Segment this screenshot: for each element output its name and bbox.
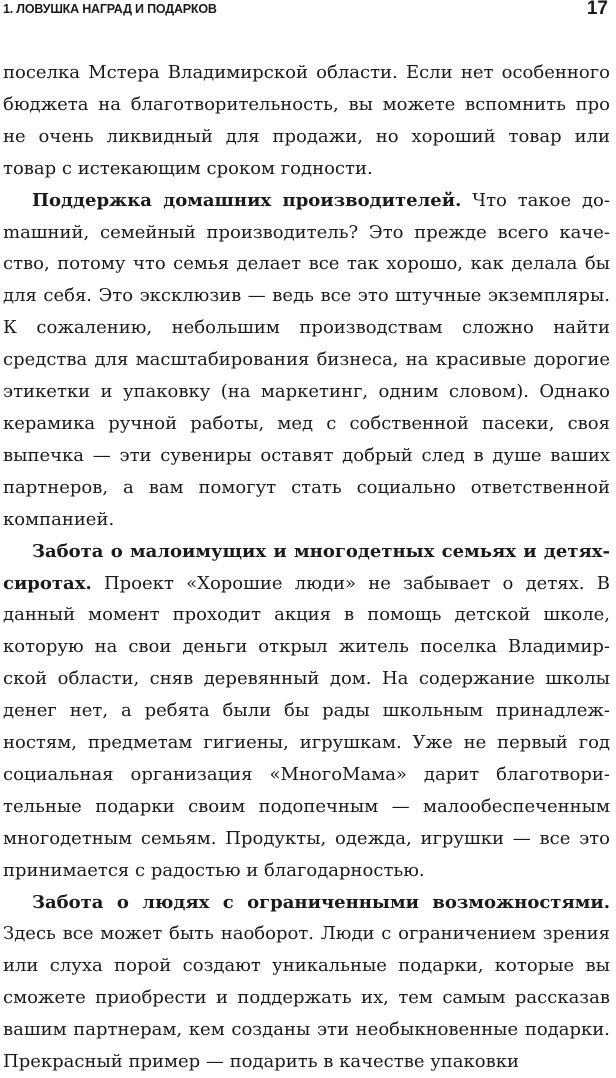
paragraph-continuation	[3, 57, 610, 185]
paragraph-text: Проект «Хорошие люди» не забывает о детях. В данный момент проходит акция в помощь детской школе, которую на свои деньги открыл житель поселка Владимирской области, сняв деревянный дом. На содержание школы денег нет, а ребята были бы рады школьным принадлежностям, предметам гигиены, игрушкам. Уже не первый год социальная организация «МногоМама» дарит благотворительные подарки своим подопечным — малообеспеченным многодетным семьям. Продукты, одежда, игрушки — все это принимается с радостью и благодарностью.	[3, 572, 610, 881]
paragraph-lead: Забота о малоимущих и многодетных семьях и детях-сиротах.	[3, 540, 610, 594]
paragraph-lead: Поддержка домашних производителей.	[32, 189, 462, 211]
paragraph-text: Здесь все может быть наоборот. Люди с ограничением зрения или слуха порой создают уникальные подарки, которые вы сможете приобрести и поддержать их, тем самым рассказав вашим партнерам, кем созданы эти необыкновенные подарки. Прекрасный пример — подарить в качестве упаковки	[3, 923, 610, 1073]
page-number: 17	[586, 0, 608, 19]
paragraph-home-producers	[3, 185, 610, 536]
paragraph-lead: Забота о людях с ограниченными возможностями.	[32, 891, 610, 913]
paragraph-disabilities	[3, 887, 610, 1078]
paragraph-large-families	[3, 536, 610, 887]
page-body	[3, 57, 610, 1078]
paragraph-text: поселка Мстера Владимирской области. Если нет особенного бюджета на благотворительность, вы можете вспомнить про не очень ликвидный для продажи, но хороший товар или товар с истекающим сроком годности.	[3, 62, 610, 179]
chapter-title: 1. ЛОВУШКА НАГРАД И ПОДАРКОВ	[3, 2, 217, 16]
running-head	[0, 0, 616, 24]
paragraph-text: Что такое доmашний, семейный производитель? Это прежде всего качество, потому что семья делает все так хорошо, как делала бы для себя. Это эксклюзив — ведь все это штучные экземпляры. К сожалению, небольшим производствам сложно найти средства для масштабирования бизнеса, на красивые дорогие этикетки и упаковку (на маркетинг, одним словом). Однако керамика ручной работы, мед с собственной пасеки, своя выпечка — эти сувениры оставят добрый след в душе ваших партнеров, а вам помогут стать социально ответственной компанией.	[3, 189, 610, 530]
